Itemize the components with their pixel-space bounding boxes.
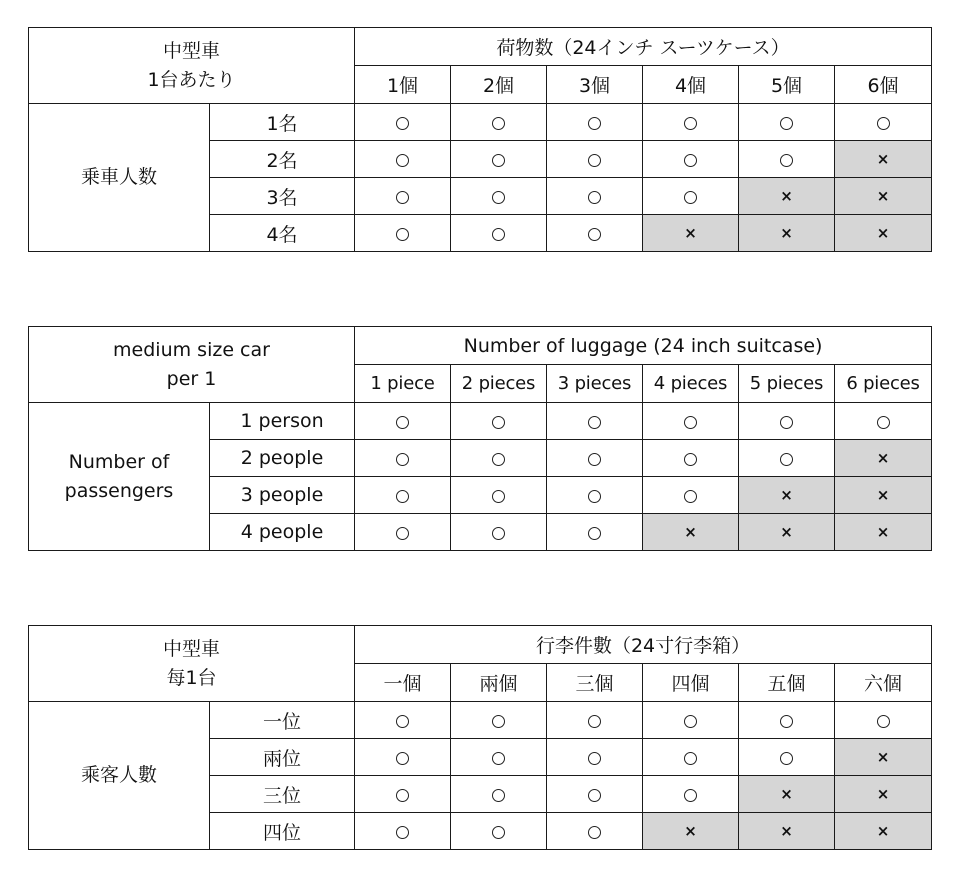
available-cell [643, 739, 739, 776]
passenger-count-label: 4 people [210, 514, 355, 551]
column-header: 1 piece [355, 365, 451, 403]
passenger-count-header-line: Number of [68, 450, 170, 473]
available-cell [739, 403, 835, 440]
available-circle-icon [684, 752, 697, 765]
available-circle-icon [396, 527, 409, 540]
passenger-count-label: 3名 [210, 178, 355, 215]
available-cell [355, 514, 451, 551]
passenger-count-header [29, 702, 210, 850]
available-cell [643, 141, 739, 178]
available-circle-icon [492, 453, 505, 466]
available-circle-icon [492, 789, 505, 802]
available-circle-icon [492, 826, 505, 839]
unavailable-cell: × [835, 514, 932, 551]
column-header: 3 pieces [547, 365, 643, 403]
unavailable-cell: × [835, 141, 932, 178]
available-cell [355, 776, 451, 813]
available-cell [451, 702, 547, 739]
available-circle-icon [588, 527, 601, 540]
available-circle-icon [396, 117, 409, 130]
available-circle-icon [492, 715, 505, 728]
available-cell [643, 477, 739, 514]
unavailable-cell: × [835, 477, 932, 514]
available-circle-icon [396, 154, 409, 167]
available-circle-icon [396, 752, 409, 765]
available-cell [451, 141, 547, 178]
column-header: 4個 [643, 66, 739, 104]
available-circle-icon [588, 154, 601, 167]
available-cell [451, 813, 547, 850]
column-header: 一個 [355, 664, 451, 702]
available-cell [835, 104, 932, 141]
available-circle-icon [492, 154, 505, 167]
available-cell [547, 514, 643, 551]
passenger-count-header-line: 乘客人數 [80, 764, 157, 786]
available-circle-icon [492, 416, 505, 429]
unavailable-cell: × [835, 739, 932, 776]
corner-header [29, 327, 355, 403]
available-cell [547, 403, 643, 440]
corner-header-line: 每1台 [166, 666, 217, 689]
available-circle-icon [780, 752, 793, 765]
column-header: 1個 [355, 66, 451, 104]
unavailable-cell: × [643, 813, 739, 850]
corner-header-line: 中型車 [163, 637, 221, 660]
table-row [29, 104, 932, 141]
available-circle-icon [877, 715, 890, 728]
column-header: 5 pieces [739, 365, 835, 403]
available-cell [451, 178, 547, 215]
unavailable-cell: × [835, 813, 932, 850]
column-header: 5個 [739, 66, 835, 104]
available-circle-icon [588, 789, 601, 802]
available-cell [835, 702, 932, 739]
column-header: 3個 [547, 66, 643, 104]
available-circle-icon [588, 752, 601, 765]
unavailable-cell: × [739, 813, 835, 850]
available-cell [547, 776, 643, 813]
passenger-count-label: 兩位 [210, 739, 355, 776]
table-row [29, 702, 932, 739]
available-cell [355, 477, 451, 514]
available-circle-icon [780, 416, 793, 429]
unavailable-cell: × [835, 178, 932, 215]
unavailable-cell: × [835, 215, 932, 252]
available-cell [739, 104, 835, 141]
available-circle-icon [492, 752, 505, 765]
passenger-count-label: 1 person [210, 403, 355, 440]
capacity-table-zh [28, 625, 932, 850]
available-circle-icon [780, 154, 793, 167]
table-row [29, 403, 932, 440]
available-cell [835, 403, 932, 440]
available-circle-icon [684, 191, 697, 204]
passenger-count-header-line: passengers [64, 479, 174, 502]
available-circle-icon [684, 154, 697, 167]
column-header: 六個 [835, 664, 932, 702]
available-cell [547, 215, 643, 252]
available-circle-icon [492, 228, 505, 241]
available-circle-icon [877, 416, 890, 429]
column-header: 2個 [451, 66, 547, 104]
unavailable-cell: × [739, 514, 835, 551]
available-circle-icon [877, 117, 890, 130]
available-circle-icon [684, 490, 697, 503]
available-cell [451, 514, 547, 551]
column-header: 五個 [739, 664, 835, 702]
available-cell [643, 440, 739, 477]
available-circle-icon [588, 117, 601, 130]
available-circle-icon [396, 191, 409, 204]
passenger-count-label: 3 people [210, 477, 355, 514]
available-circle-icon [492, 490, 505, 503]
available-cell [451, 776, 547, 813]
passenger-count-label: 2名 [210, 141, 355, 178]
available-cell [355, 104, 451, 141]
corner-header-line: 中型車 [162, 39, 220, 62]
available-circle-icon [396, 228, 409, 241]
corner-header-line: medium size car [113, 338, 270, 361]
available-circle-icon [780, 453, 793, 466]
available-circle-icon [684, 453, 697, 466]
available-cell [451, 403, 547, 440]
available-cell [451, 440, 547, 477]
passenger-count-header-line: 乗車人数 [80, 166, 157, 188]
corner-header [29, 626, 355, 702]
available-circle-icon [588, 191, 601, 204]
luggage-count-title: 荷物数（24インチ スーツケース） [355, 28, 932, 66]
available-circle-icon [780, 117, 793, 130]
available-cell [355, 178, 451, 215]
header-row-title [29, 626, 932, 664]
available-circle-icon [588, 416, 601, 429]
passenger-count-header [29, 403, 210, 551]
available-circle-icon [396, 789, 409, 802]
available-circle-icon [492, 117, 505, 130]
available-cell [451, 215, 547, 252]
available-cell [739, 141, 835, 178]
column-header: 4 pieces [643, 365, 739, 403]
available-cell [451, 477, 547, 514]
available-circle-icon [588, 826, 601, 839]
corner-header-line: per 1 [166, 367, 217, 390]
capacity-table-en [28, 326, 932, 551]
available-circle-icon [684, 789, 697, 802]
available-cell [739, 440, 835, 477]
passenger-count-header [29, 104, 210, 252]
available-cell [547, 440, 643, 477]
passenger-count-label: 三位 [210, 776, 355, 813]
available-cell [355, 141, 451, 178]
column-header: 6 pieces [835, 365, 932, 403]
passenger-count-label: 2 people [210, 440, 355, 477]
available-cell [355, 403, 451, 440]
available-circle-icon [588, 228, 601, 241]
unavailable-cell: × [739, 776, 835, 813]
available-cell [355, 813, 451, 850]
unavailable-cell: × [643, 215, 739, 252]
unavailable-cell: × [739, 477, 835, 514]
available-circle-icon [396, 715, 409, 728]
corner-header [29, 28, 355, 104]
available-circle-icon [588, 453, 601, 466]
available-cell [547, 813, 643, 850]
available-cell [547, 178, 643, 215]
available-cell [451, 104, 547, 141]
unavailable-cell: × [739, 178, 835, 215]
available-cell [643, 702, 739, 739]
available-cell [547, 702, 643, 739]
passenger-count-label: 4名 [210, 215, 355, 252]
available-cell [547, 739, 643, 776]
available-cell [547, 104, 643, 141]
available-cell [451, 739, 547, 776]
available-cell [739, 739, 835, 776]
available-circle-icon [396, 826, 409, 839]
available-cell [355, 739, 451, 776]
column-header: 6個 [835, 66, 932, 104]
available-circle-icon [780, 715, 793, 728]
available-circle-icon [396, 453, 409, 466]
unavailable-cell: × [835, 776, 932, 813]
passenger-count-label: 一位 [210, 702, 355, 739]
available-circle-icon [684, 416, 697, 429]
available-cell [355, 215, 451, 252]
available-cell [355, 702, 451, 739]
unavailable-cell: × [643, 514, 739, 551]
available-cell [547, 477, 643, 514]
available-circle-icon [396, 416, 409, 429]
column-header: 兩個 [451, 664, 547, 702]
column-header: 四個 [643, 664, 739, 702]
header-row-title [29, 28, 932, 66]
available-cell [643, 178, 739, 215]
capacity-table-ja [28, 27, 932, 252]
column-header: 三個 [547, 664, 643, 702]
unavailable-cell: × [835, 440, 932, 477]
passenger-count-label: 四位 [210, 813, 355, 850]
luggage-count-title: Number of luggage (24 inch suitcase) [355, 327, 932, 365]
available-cell [739, 702, 835, 739]
available-cell [643, 104, 739, 141]
column-header: 2 pieces [451, 365, 547, 403]
corner-header-line: 1台あたり [147, 68, 236, 91]
unavailable-cell: × [739, 215, 835, 252]
available-circle-icon [588, 715, 601, 728]
available-circle-icon [492, 191, 505, 204]
header-row-title [29, 327, 932, 365]
available-circle-icon [684, 715, 697, 728]
available-circle-icon [396, 490, 409, 503]
available-circle-icon [588, 490, 601, 503]
available-cell [355, 440, 451, 477]
passenger-count-label: 1名 [210, 104, 355, 141]
available-circle-icon [684, 117, 697, 130]
available-cell [643, 403, 739, 440]
luggage-count-title: 行李件數（24寸行李箱） [355, 626, 932, 664]
available-circle-icon [492, 527, 505, 540]
available-cell [547, 141, 643, 178]
available-cell [643, 776, 739, 813]
